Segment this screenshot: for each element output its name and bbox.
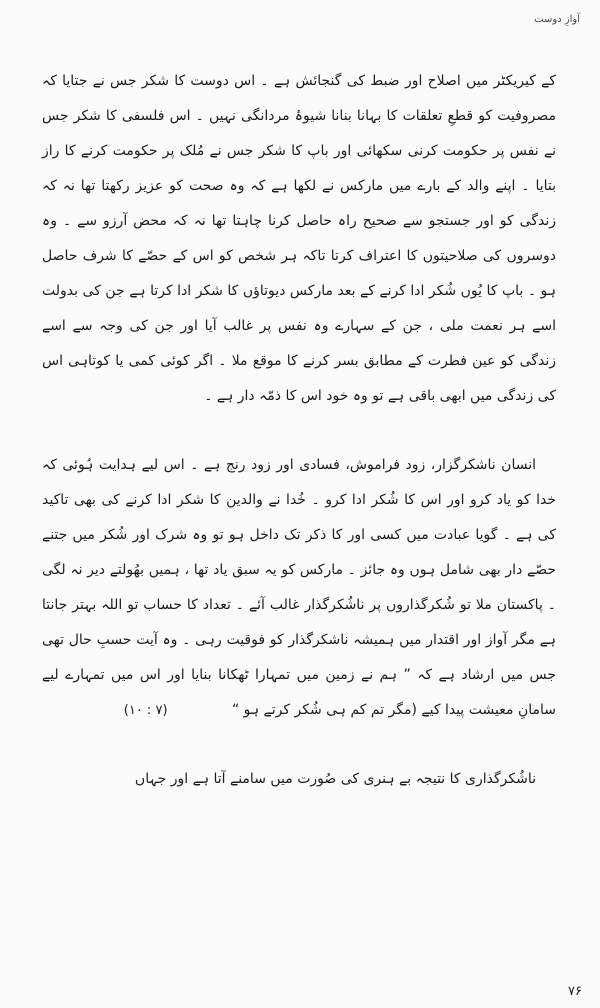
paragraph-1: [42, 64, 556, 414]
text-line: انسان ناشکرگزار، زود فراموش، فسادی اور زود رنج ہے ۔ اس لیے: [141, 457, 537, 473]
text-line: ” ہم نے زمین میں تمہارا ٹھکانا بنایا اور اس میں تمہارے لیے سامانِ معیشت پیدا کیے (مگر: [42, 667, 556, 718]
text-line: حصّے دار بھی شامل ہوں وہ جائز ۔ مارکس کو یہ سبق یاد تھا ، ہمیں بھُولتے دیر نہ لگی ۔ پاکستان: [42, 562, 556, 613]
text-line: نفس پر حکومت کرنی سکھائی اور باپ کا شکر جس نے مُلک پر حکومت کرنے کا راز بتایا ۔: [42, 143, 557, 194]
text-line: مطابق بسر کرنے کا موقع ملا ۔ اگر کوئی کمی یا کوتاہی اس کی زندگی میں ابھی باقی ہے تو وہ خود: [42, 353, 556, 404]
running-header: آوازِ دوست: [534, 14, 580, 25]
text-line: ملا تو شُکرگذاروں پر ناشُکرگذار غالب آئے ۔ تعداد کا حساب تو اللہ بہتر جانتا ہے مگر آواز: [42, 597, 556, 648]
text-line: کے کیریکٹر میں اصلاح اور ضبط کی گنجائش ہے ۔ اس دوست کا شکر جس نے جتایا کہ: [42, 73, 556, 89]
paragraph-2: [42, 448, 556, 728]
text-line: مصروفیت کو قطعِ تعلقات کا بہانا بنانا شیوۂ مردانگی نہیں ۔ اس فلسفی کا شکر جس نے: [42, 108, 557, 159]
page-body: [42, 64, 556, 797]
text-line: بھی تاکید کی ہے ۔ گویا عبادت میں کسی اور کا ذکر تک داخل ہو تو وہ شرک اور شُکر میں جتنے: [42, 492, 556, 543]
text-line: اپنے والد کے بارے میں مارکس نے لکھا ہے کہ وہ صحت کو عزیز رکھتا تھا نہ کہ زندگی کو: [42, 178, 556, 229]
text-line: کرنے کے بعد مارکس دیوتاؤں کا شکر ادا کرتا ہے جن کی بدولت اسے ہر نعمت ملی ،: [42, 283, 556, 334]
page-number: ۷۶: [568, 984, 582, 999]
text-line: اور اقتدار میں ہمیشہ ناشکرگذار کو فوقیت رہی ۔ وہ آیت حسبِ حال تھی جس میں ارشاد ہے کہ: [42, 632, 557, 683]
text-line: کا اعتراف کرتا تاکہ ہر شخص کو اس کے حصّے کا شرف حاصل ہو ۔ باپ کا یُوں شُکر ادا: [42, 248, 556, 299]
text-line: تم کم ہی شُکر کرتے ہو “: [231, 702, 385, 718]
text-line: ہدایت ہُوئی کہ خدا کو یاد کرو اور اس کا شُکر ادا کرو ۔ خُدا نے والدین کا شکر ادا کرنے کی: [42, 457, 556, 508]
text-line: جن کے سہارے وہ نفس پر غالب آیا اور جن کی وجہ سے اسے زندگی کو عین فطرت کے: [42, 318, 556, 369]
paragraph-3: [42, 762, 556, 797]
text-line: اور جستجو سے صحیح راہ حاصل کرنا چاہتا تھا نہ کہ محض آرزو سے ۔ وہ دوسروں کی صلاحیتوں: [42, 213, 556, 264]
text-line: ناشُکرگذاری کا نتیجہ بے ہنری کی صُورت میں سامنے آتا ہے اور جہاں: [134, 771, 536, 787]
text-line: اس کا ذمّہ دار ہے ۔: [204, 388, 322, 404]
quran-citation: (۷ : ۱۰): [123, 703, 168, 718]
